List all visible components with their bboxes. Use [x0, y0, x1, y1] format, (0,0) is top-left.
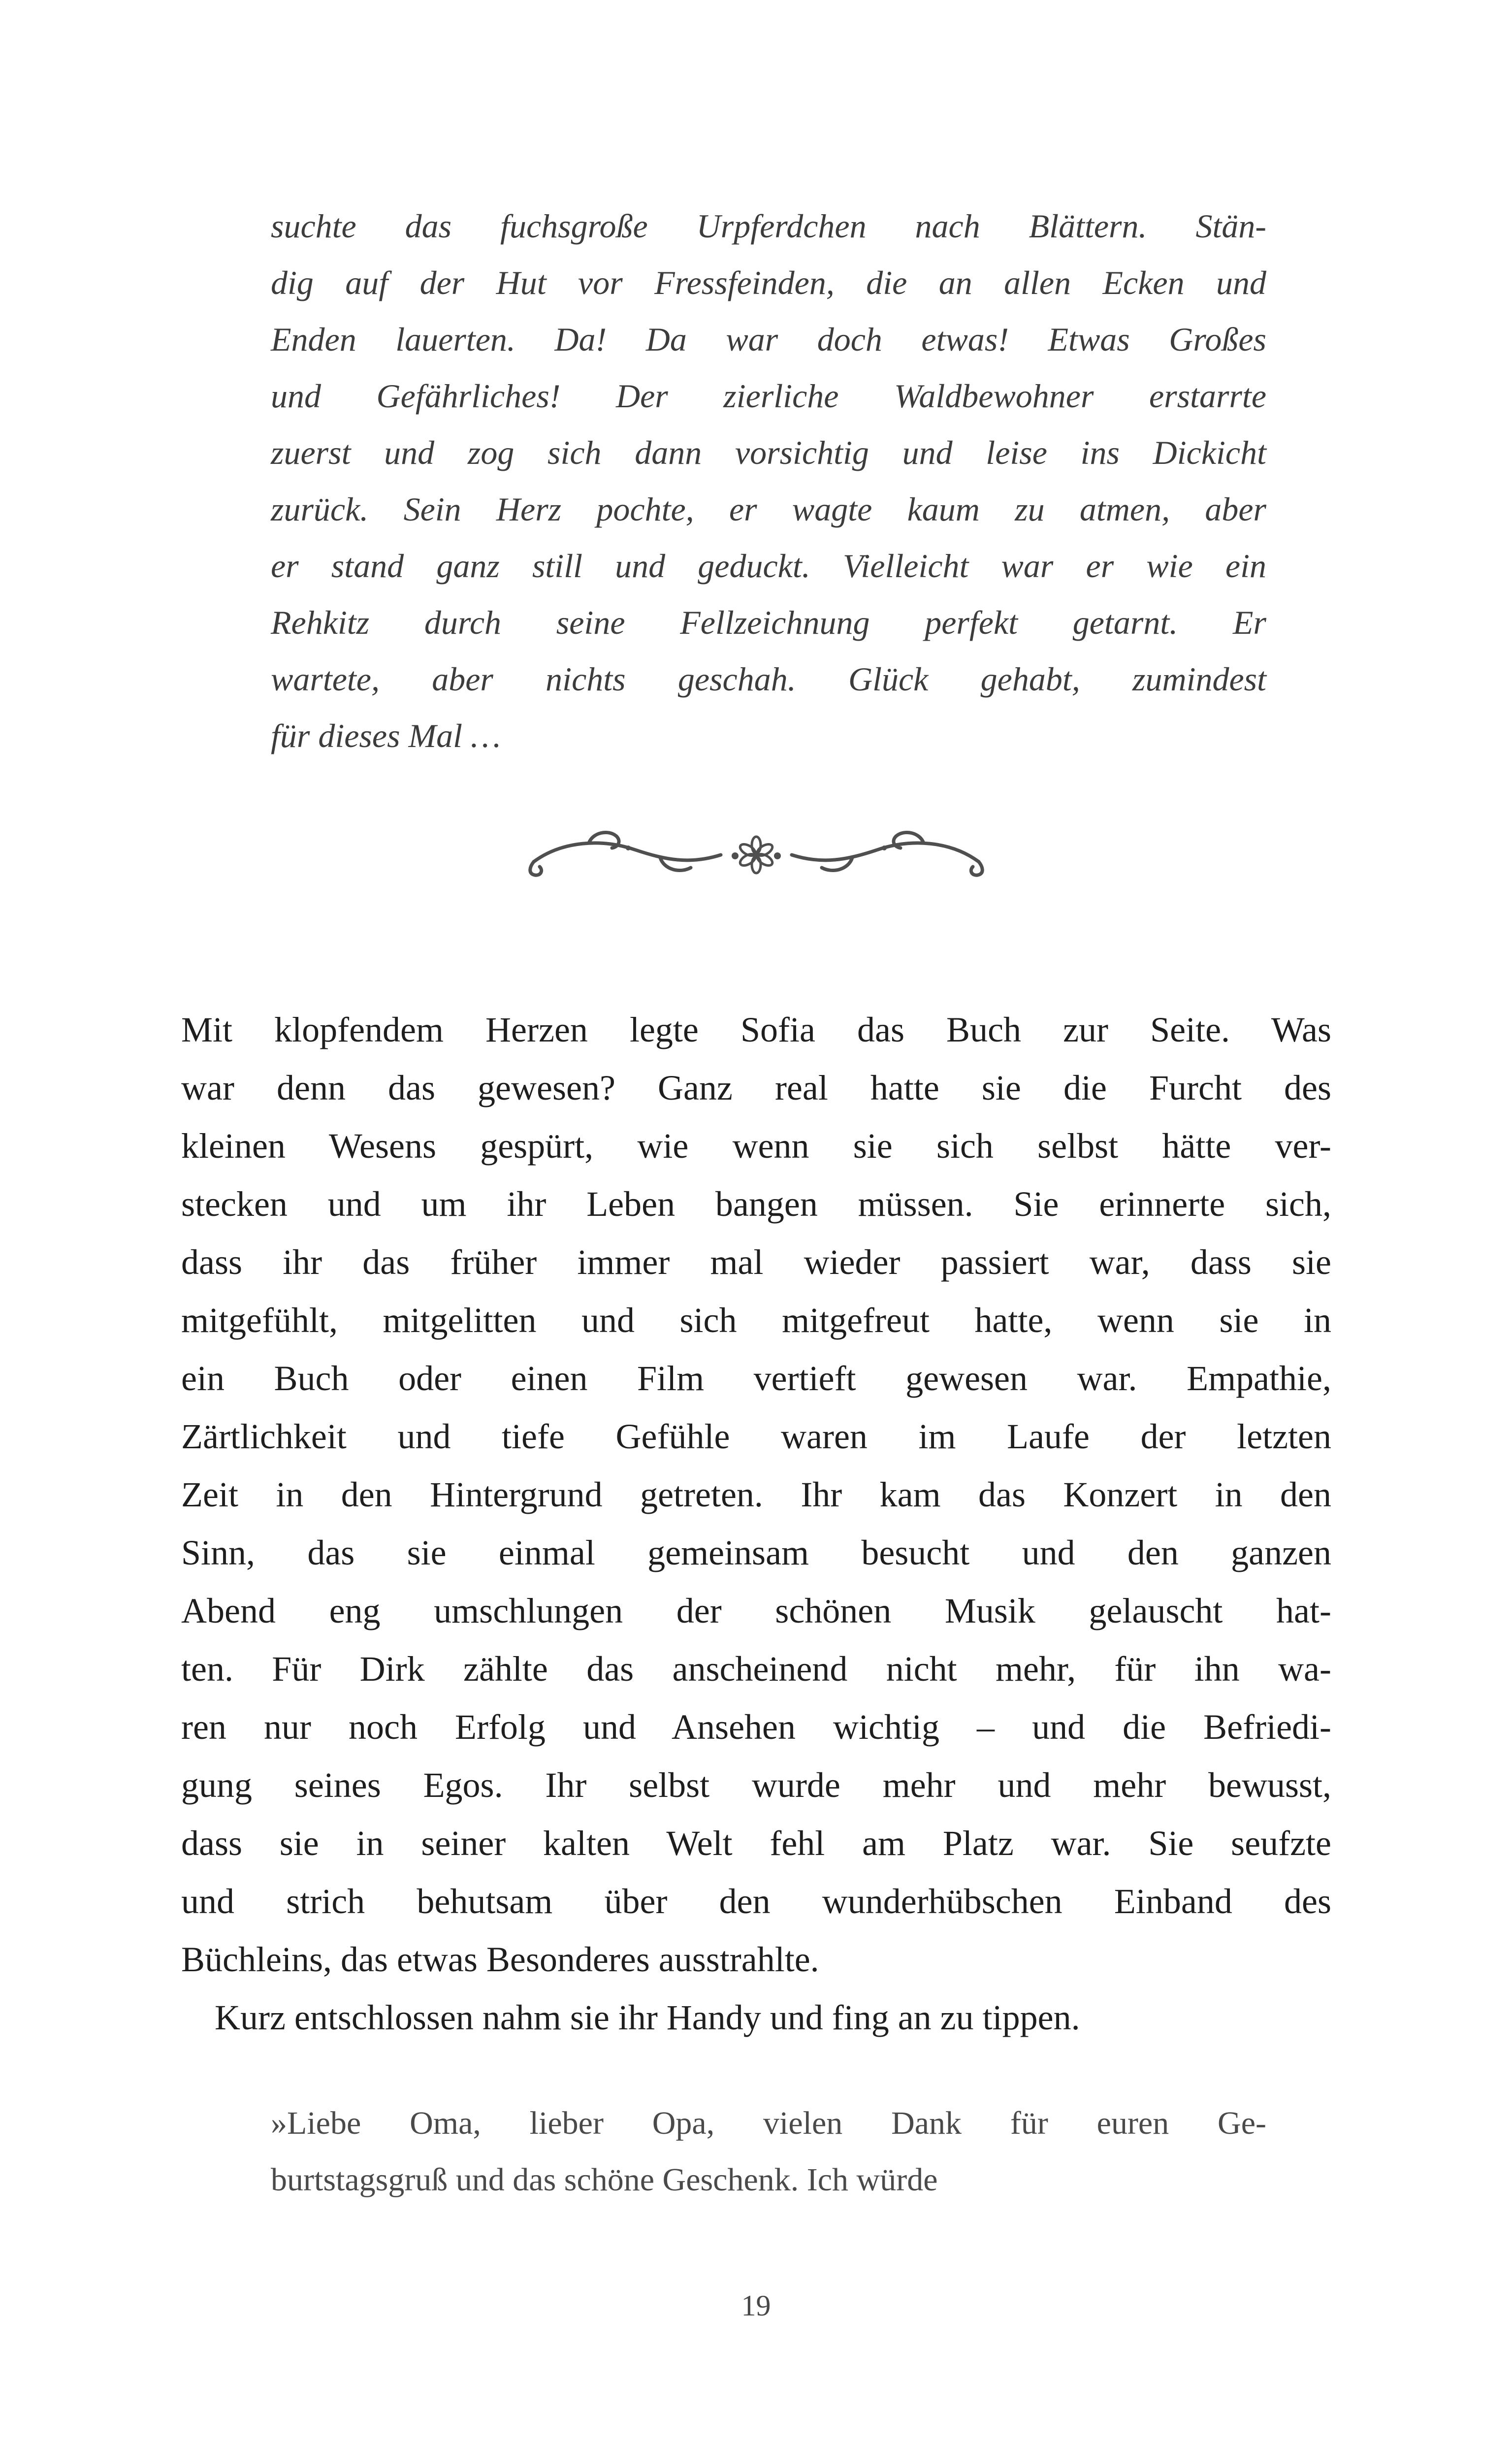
narrative-line: Büchleins, das etwas Besonderes ausstrahlte.	[181, 1940, 819, 1979]
excerpt-line: Rehkitz durch seine Fellzeichnung perfekt getarnt. Er	[271, 604, 1266, 641]
ornament-divider	[515, 826, 997, 885]
narrative-line: mitgefühlt, mitgelitten und sich mitgefreut hatte, wenn sie in	[181, 1301, 1331, 1340]
excerpt-line: für dieses Mal …	[271, 717, 501, 754]
narrative-line: und strich behutsam über den wunderhübschen Einband des	[181, 1882, 1331, 1921]
excerpt-line: wartete, aber nichts geschah. Glück gehabt, zumindest	[271, 660, 1266, 698]
message-line: »Liebe Oma, lieber Opa, vielen Dank für euren Ge-	[271, 2105, 1266, 2141]
narrative-line: ten. Für Dirk zählte das anscheinend nicht mehr, für ihn wa-	[181, 1649, 1331, 1689]
narrative-line: Zärtlichkeit und tiefe Gefühle waren im Laufe der letzten	[181, 1417, 1331, 1456]
excerpt-line: dig auf der Hut vor Fressfeinden, die an allen Ecken und	[271, 264, 1266, 301]
narrative-line: dass sie in seiner kalten Welt fehl am Platz war. Sie seufzte	[181, 1824, 1331, 1863]
excerpt-line: zurück. Sein Herz pochte, er wagte kaum zu atmen, aber	[271, 490, 1266, 528]
excerpt-line: suchte das fuchsgroße Urpferdchen nach Blättern. Stän-	[271, 207, 1266, 245]
excerpt-line: und Gefährliches! Der zierliche Waldbewohner erstarrte	[271, 377, 1266, 415]
narrative-line: ein Buch oder einen Film vertieft gewesen war. Empathie,	[181, 1359, 1331, 1398]
narrative-line: war denn das gewesen? Ganz real hatte sie die Furcht des	[181, 1068, 1331, 1107]
narrative-line: kleinen Wesens gespürt, wie wenn sie sich selbst hätte ver-	[181, 1126, 1331, 1166]
excerpt-line: er stand ganz still und geduckt. Vielleicht war er wie ein	[271, 547, 1266, 585]
excerpt-line: zuerst und zog sich dann vorsichtig und leise ins Dickicht	[271, 434, 1266, 471]
narrative-line: Sinn, das sie einmal gemeinsam besucht und den ganzen	[181, 1533, 1331, 1572]
narrative-closing-line: Kurz entschlossen nahm sie ihr Handy und fing an zu tippen.	[215, 1998, 1080, 2037]
page-number: 19	[741, 2289, 771, 2322]
floral-flourish-icon	[515, 826, 997, 885]
narrative-line: Mit klopfendem Herzen legte Sofia das Buch zur Seite. Was	[181, 1010, 1331, 1049]
narrative-line: ren nur noch Erfolg und Ansehen wichtig – und die Befriedi-	[181, 1707, 1331, 1747]
excerpt-line: Enden lauerten. Da! Da war doch etwas! Etwas Großes	[271, 321, 1266, 358]
narrative-line: dass ihr das früher immer mal wieder passiert war, dass sie	[181, 1242, 1331, 1282]
narrative-line: Abend eng umschlungen der schönen Musik gelauscht hat-	[181, 1591, 1331, 1630]
narrative-block	[181, 1001, 1331, 2047]
narrative-line: gung seines Egos. Ihr selbst wurde mehr und mehr bewusst,	[181, 1765, 1331, 1805]
typed-message-block	[271, 2095, 1266, 2208]
narrative-line: Zeit in den Hintergrund getreten. Ihr kam das Konzert in den	[181, 1475, 1331, 1514]
narrative-line: stecken und um ihr Leben bangen müssen. Sie erinnerte sich,	[181, 1184, 1331, 1224]
story-excerpt-block	[271, 198, 1266, 764]
message-line: burtstagsgruß und das schöne Geschenk. Ich würde	[271, 2162, 938, 2198]
